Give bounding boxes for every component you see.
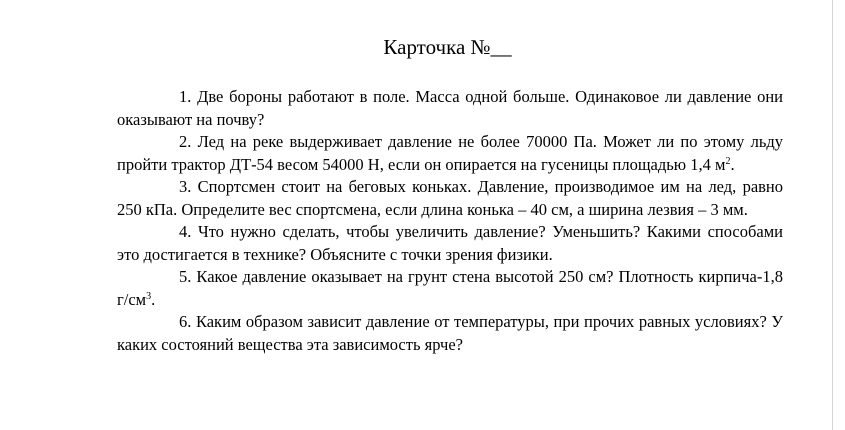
question-text: Какое давление оказывает на грунт стена высотой 250 см? Плотность кирпича-1,8 г/см [117,267,783,309]
question-3 [117,176,783,221]
question-text: Спортсмен стоит на беговых коньках. Давление, производимое им на лед, равно 250 кПа. Определите вес спортсмена, если длина конька – 40 см, а ширина лезвия – 3 мм. [117,177,784,219]
card-title: Карточка №__ [383,35,512,59]
question-6 [117,311,783,356]
question-5 [117,266,783,311]
superscript: 3 [146,290,152,302]
question-4 [117,221,783,266]
question-suffix: . [730,154,735,174]
question-1 [117,86,783,131]
question-number: 3. [179,177,192,196]
question-text: Лед на реке выдерживает давление не более 70000 Па. Может ли по этому льду пройти трактор ДТ-54 весом 54000 Н, если он опирается на гусеницы площадью 1,4 м [117,132,784,174]
questions-list [117,86,783,356]
question-number: 2. [179,132,192,151]
question-text: Две бороны работают в поле. Масса одной больше. Одинаковое ли давление они оказывают на почву? [117,87,784,129]
question-text: Что нужно сделать, чтобы увеличить давление? Уменьшить? Какими способами это достигается в технике? Объясните с точки зрения физики. [117,222,783,264]
question-number: 1. [179,87,192,106]
superscript: 2 [725,155,731,167]
question-suffix: . [151,289,156,309]
question-number: 5. [179,267,192,286]
question-text: Каким образом зависит давление от температуры, при прочих равных условиях? У каких состояний вещества эта зависимость ярче? [117,312,784,354]
question-number: 6. [179,312,192,331]
page-edge-divider [832,0,833,430]
question-number: 4. [179,222,192,241]
question-2 [117,131,783,176]
